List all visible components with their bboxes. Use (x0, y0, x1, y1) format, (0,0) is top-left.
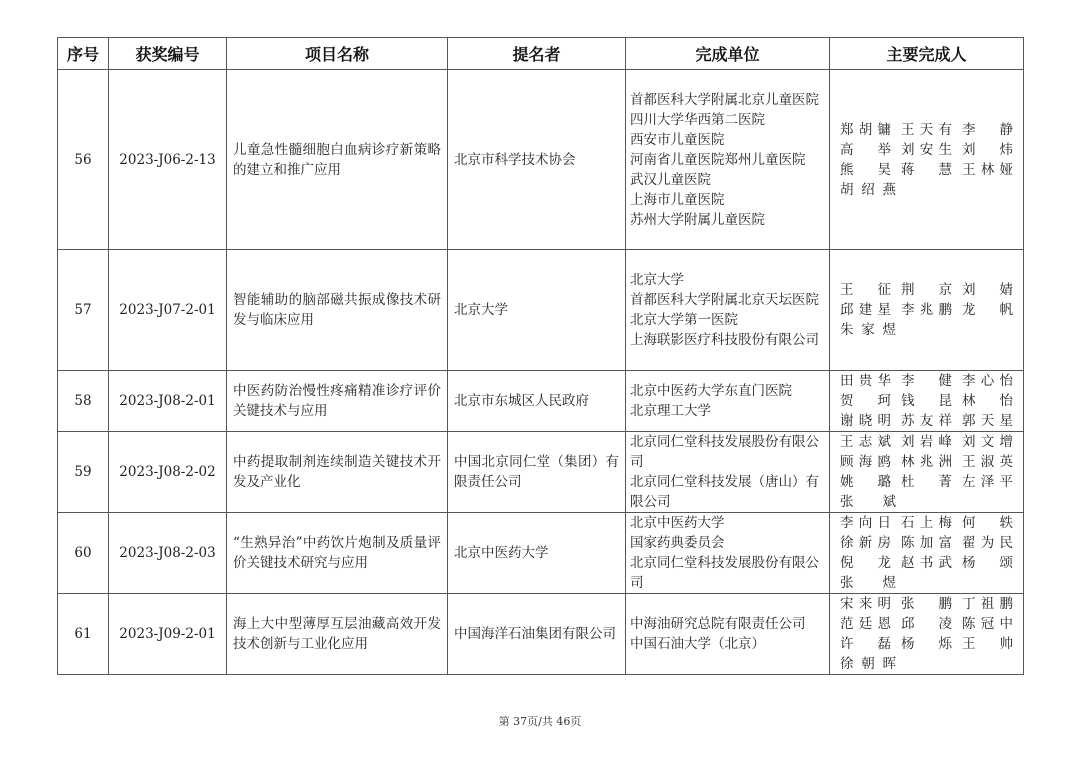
person-name: 左泽平 (962, 474, 1013, 490)
header-units: 完成单位 (626, 38, 830, 70)
table-row (58, 594, 1024, 675)
unit-item: 北京大学 (630, 272, 684, 288)
person-name: 王 征 (840, 282, 891, 298)
row-nominator: 北京中医药大学 (448, 513, 626, 594)
person-name: 赵书武 (901, 555, 952, 571)
row-nominator: 中国海洋石油集团有限公司 (448, 594, 626, 675)
person-name: 顾海鸥 (840, 454, 891, 470)
person-name: 范廷恩 (840, 616, 891, 632)
person-name: 郑胡镛 (840, 121, 891, 138)
person-name: 王林娅 (962, 161, 1013, 178)
person-name: 倪 龙 (840, 555, 891, 571)
header-project-name: 项目名称 (227, 38, 448, 70)
row-units (626, 513, 830, 594)
table-row (58, 432, 1024, 513)
table-row (58, 513, 1024, 594)
row-units (626, 250, 830, 371)
person-name: 刘 炜 (962, 141, 1013, 158)
person-name: 张 煜 (840, 575, 896, 591)
person-name: 苏友祥 (901, 413, 952, 429)
table-row (58, 250, 1024, 371)
person-name: 龙 帆 (962, 302, 1013, 318)
person-name: 钱 昆 (901, 393, 952, 409)
unit-item: 西安市儿童医院 (630, 131, 725, 148)
row-nominator: 北京市东城区人民政府 (448, 371, 626, 432)
row-serial: 57 (58, 250, 109, 371)
person-name: 胡绍燕 (840, 181, 896, 198)
unit-item: 北京理工大学 (630, 403, 711, 419)
person-name: 高 举 (840, 141, 891, 158)
person-name: 陈加富 (901, 535, 952, 551)
row-people (830, 70, 1024, 250)
person-name: 杜 菁 (901, 474, 952, 490)
unit-item: 上海联影医疗科技股份有限公司 (630, 332, 819, 348)
row-units (626, 594, 830, 675)
unit-item: 北京中医药大学东直门医院 (630, 383, 792, 399)
person-name: 刘安生 (901, 141, 952, 158)
page-footer: 第 37页/共 46页 (498, 715, 582, 728)
person-name: 蒋 慧 (901, 161, 952, 178)
person-name: 陈冠中 (962, 616, 1013, 632)
person-name: 翟为民 (962, 535, 1013, 551)
person-name: 田贵华 (840, 373, 891, 389)
row-project-name: 儿童急性髓细胞白血病诊疗新策略的建立和推广应用 (227, 70, 448, 250)
unit-item: 中海油研究总院有限责任公司 (630, 616, 806, 632)
row-serial: 56 (58, 70, 109, 250)
unit-item: 武汉儿童医院 (630, 171, 711, 188)
person-name: 刘 婧 (962, 282, 1013, 298)
row-nominator: 北京大学 (448, 250, 626, 371)
person-name: 荆 京 (901, 282, 952, 298)
row-award-code: 2023-J07-2-01 (109, 250, 227, 371)
header-nominator: 提名者 (448, 38, 626, 70)
row-award-code: 2023-J08-2-02 (109, 432, 227, 513)
person-name: 贺 珂 (840, 393, 891, 409)
unit-item: 国家药典委员会 (630, 535, 725, 551)
person-name: 杨 烁 (901, 636, 952, 652)
row-people (830, 432, 1024, 513)
table-row (58, 70, 1024, 250)
unit-item: 河南省儿童医院郑州儿童医院 (630, 151, 806, 168)
row-serial: 60 (58, 513, 109, 594)
row-award-code: 2023-J08-2-01 (109, 371, 227, 432)
row-serial: 61 (58, 594, 109, 675)
person-name: 谢晓明 (840, 413, 891, 429)
person-name: 郭天星 (962, 413, 1013, 429)
row-units (626, 432, 830, 513)
person-name: 刘文增 (962, 434, 1013, 450)
row-serial: 58 (58, 371, 109, 432)
award-table (57, 37, 1024, 675)
person-name: 王淑英 (962, 454, 1013, 470)
person-name: 李 静 (962, 121, 1013, 138)
person-name: 李兆鹏 (901, 302, 952, 318)
unit-item: 苏州大学附属儿童医院 (630, 211, 765, 228)
person-name: 邱 凌 (901, 616, 952, 632)
person-name: 王志斌 (840, 434, 891, 450)
person-name: 宋来明 (840, 596, 891, 612)
person-name: 何 轶 (962, 515, 1013, 531)
unit-item: 首都医科大学附属北京儿童医院 (630, 91, 819, 108)
person-name: 徐新房 (840, 535, 891, 551)
person-name: 许 磊 (840, 636, 891, 652)
person-name: 刘岩峰 (901, 434, 952, 450)
unit-item: 北京大学第一医院 (630, 312, 738, 328)
person-name: 石上梅 (901, 515, 952, 531)
row-project-name: 海上大中型薄厚互层油藏高效开发技术创新与工业化应用 (227, 594, 448, 675)
row-award-code: 2023-J09-2-01 (109, 594, 227, 675)
person-name: 王天有 (901, 121, 952, 138)
unit-item: 上海市儿童医院 (630, 191, 725, 208)
header-serial: 序号 (58, 38, 109, 70)
unit-item: 北京同仁堂科技发展股份有限公司 (630, 555, 819, 591)
row-project-name: “生熟异治”中药饮片炮制及质量评价关键技术研究与应用 (227, 513, 448, 594)
person-name: 熊 昊 (840, 161, 891, 178)
person-name: 丁祖鹏 (962, 596, 1013, 612)
person-name: 姚 璐 (840, 474, 891, 490)
row-units (626, 371, 830, 432)
row-award-code: 2023-J06-2-13 (109, 70, 227, 250)
row-serial: 59 (58, 432, 109, 513)
person-name: 张 鹏 (901, 596, 952, 612)
row-nominator: 中国北京同仁堂（集团）有限责任公司 (448, 432, 626, 513)
person-name: 杨 颂 (962, 555, 1013, 571)
person-name: 朱家煜 (840, 322, 896, 338)
row-people (830, 371, 1024, 432)
table-row (58, 371, 1024, 432)
person-name: 李向日 (840, 515, 891, 531)
table-header-row (58, 38, 1024, 70)
person-name: 李 健 (901, 373, 952, 389)
row-people (830, 513, 1024, 594)
row-people (830, 250, 1024, 371)
row-project-name: 智能辅助的脑部磁共振成像技术研发与临床应用 (227, 250, 448, 371)
person-name: 林兆洲 (901, 454, 952, 470)
header-award-code: 获奖编号 (109, 38, 227, 70)
person-name: 王 帅 (962, 636, 1013, 652)
unit-item: 首都医科大学附属北京天坛医院 (630, 292, 819, 308)
unit-item: 北京同仁堂科技发展（唐山）有限公司 (630, 474, 819, 510)
person-name: 张 斌 (840, 494, 896, 510)
row-project-name: 中医药防治慢性疼痛精准诊疗评价关键技术与应用 (227, 371, 448, 432)
person-name: 徐朝晖 (840, 656, 896, 672)
header-people: 主要完成人 (830, 38, 1024, 70)
unit-item: 四川大学华西第二医院 (630, 111, 765, 128)
row-units (626, 70, 830, 250)
unit-item: 北京中医药大学 (630, 515, 725, 531)
row-project-name: 中药提取制剂连续制造关键技术开发及产业化 (227, 432, 448, 513)
row-award-code: 2023-J08-2-03 (109, 513, 227, 594)
unit-item: 北京同仁堂科技发展股份有限公司 (630, 434, 819, 470)
person-name: 林 怡 (962, 393, 1013, 409)
person-name: 邱建星 (840, 302, 891, 318)
row-people (830, 594, 1024, 675)
person-name: 李心怡 (962, 373, 1013, 389)
unit-item: 中国石油大学（北京） (630, 636, 765, 652)
row-nominator: 北京市科学技术协会 (448, 70, 626, 250)
